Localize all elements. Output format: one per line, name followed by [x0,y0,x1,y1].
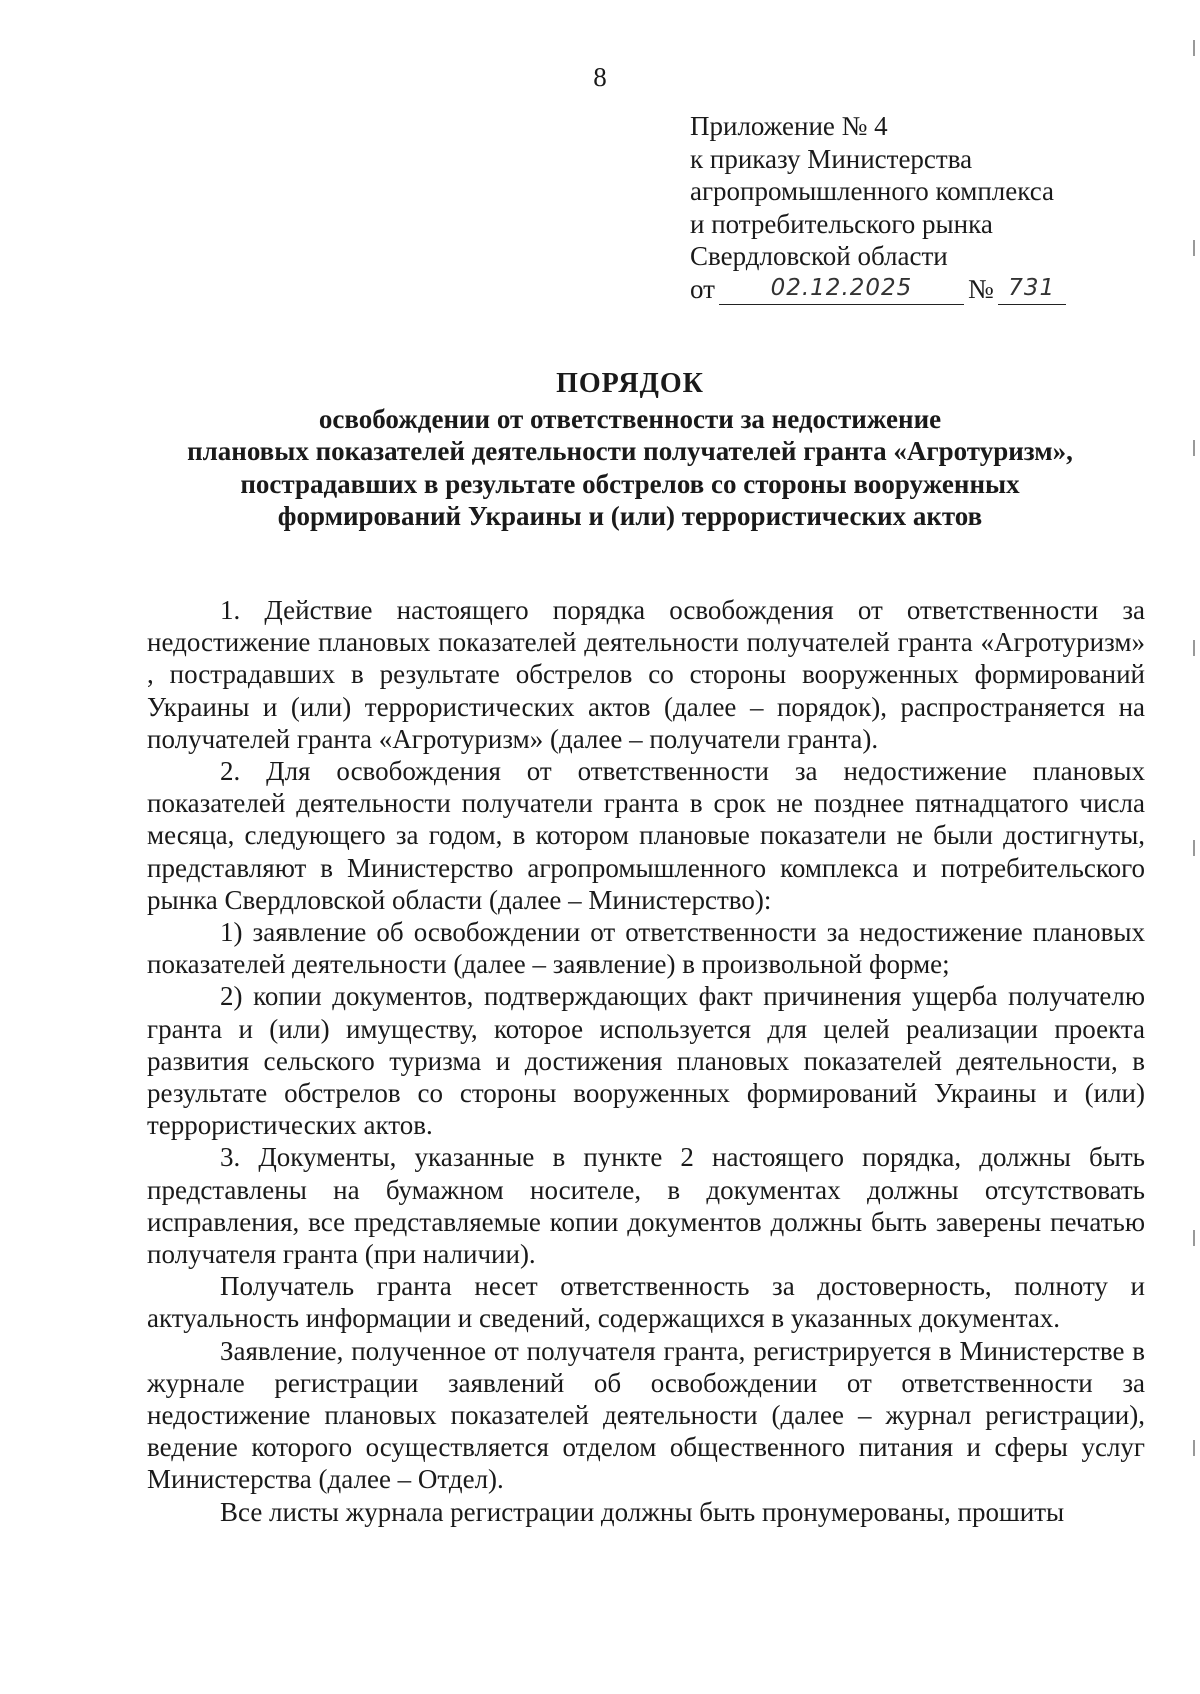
handwritten-number: 731 [1008,275,1056,301]
annex-line-5: Свердловской области [690,241,948,271]
number-field [998,274,1066,305]
from-label: от [690,273,715,304]
handwritten-date: 02.12.2025 [770,275,913,301]
paragraph-journal-sheets: Все листы журнала регистрации должны быть пронумерованы, прошиты [220,1496,1065,1527]
title-line-3: пострадавших в результате обстрелов со стороны вооруженных [240,468,1020,499]
title-line-4: формирований Украины и (или) террористических актов [277,501,983,531]
scan-edge-mark [1193,640,1195,656]
order-date-number-line [690,273,1130,306]
date-field [719,274,964,305]
paragraph-2-item-1: 1) заявление об освобождении от ответственности за недостижение плановых показателей деятельности (далее – заявление) в произвольной форме; [147,917,1145,980]
paragraph-3: 3. Документы, указанные в пункте 2 настоящего порядка, должны быть представлены на бумажном носителе, в документах должны отсутствовать исправления, все представляемые копии документов должны быть заверены печатью получателя гранта (при наличии). [147,1142,1145,1270]
title-line-2: плановых показателей деятельности получателей гранта «Агротуризм», [187,436,1073,466]
title-line-1: освобождении от ответственности за недостижение [318,403,942,434]
page-number: 8 [593,62,607,92]
paragraph-1: 1. Действие настоящего порядка освобождения от ответственности за недостижение плановых показателей деятельности получателей гранта «Агротуризм» , пострадавших в результате обстрелов со стороны вооруженных формирований Украины и (или) террористических актов (далее – порядок), распространяется на получателей гранта «Агротуризм» (далее – получатели гранта). [147,595,1145,754]
scan-edge-mark [1193,240,1195,256]
annex-line-2: к приказу Министерства [690,143,973,174]
annex-line-1: Приложение № 4 [690,111,888,141]
annex-line-3: агропромышленного комплекса [690,176,1054,206]
scan-edge-mark [1193,40,1195,56]
paragraph-registration: Заявление, полученное от получателя гранта, регистрируется в Министерстве в журнале регистрации заявлений об освобождении от ответственности за недостижение плановых показателей деятельности (далее – журнал регистрации), ведение которого осуществляется отделом общественного питания и сферы услуг Министерства (далее – Отдел). [147,1335,1145,1495]
paragraph-2: 2. Для освобождения от ответственности за недостижение плановых показателей деятельности получатели гранта в срок не позднее пятнадцатого числа месяца, следующего за годом, в котором плановые показатели не были достигнуты, представляют в Министерство агропромышленного комплекса и потребительского рынка Свердловской области (далее – Министерство): [147,756,1145,915]
annex-block [690,110,1130,305]
scan-edge-mark [1193,840,1195,856]
scan-edge-mark [1193,440,1195,456]
annex-line-4: и потребительского рынка [690,208,993,239]
paragraph-2-item-2: 2) копии документов, подтверждающих факт причинения ущерба получателю гранта и (или) имуществу, которое используется для целей реализации проекта развития сельского туризма и достижения плановых показателей деятельности, в результате обстрелов со стороны вооруженных формирований Украины и (или) террористических актов. [147,981,1145,1141]
number-label: № [967,273,994,304]
document-title: ПОРЯДОК [556,368,704,399]
paragraph-responsibility: Получатель гранта несет ответственность за достоверность, полноту и актуальность информации и сведений, содержащихся в указанных документах. [147,1271,1145,1334]
document-body [147,594,1145,1528]
document-title-block [130,368,1130,533]
scan-edge-mark [1193,1440,1195,1456]
scan-edge-mark [1193,1230,1195,1246]
